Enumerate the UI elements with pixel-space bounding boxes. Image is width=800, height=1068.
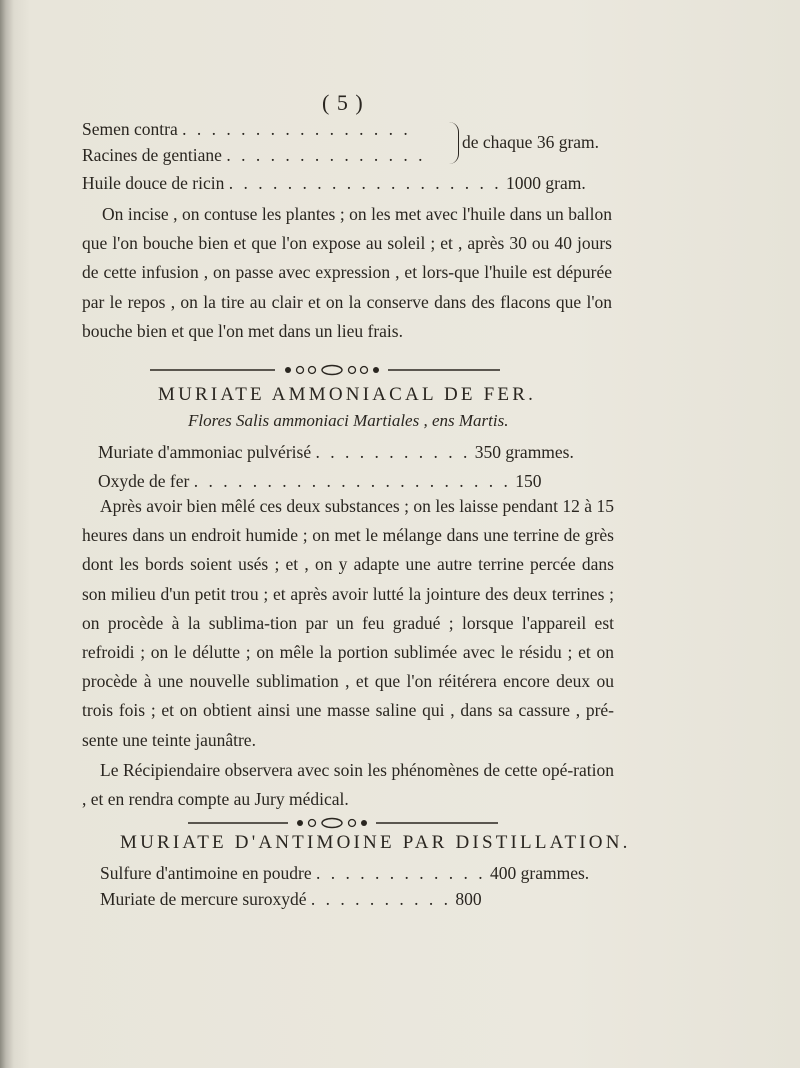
- ingredient-line: [98, 441, 574, 463]
- section-subtitle: Flores Salis ammoniaci Martiales , ens Martis.: [188, 411, 509, 430]
- ingredient-quantity: 350 grammes.: [474, 442, 574, 462]
- leader-dots: . . . . . . . . . . . . . .: [226, 145, 426, 165]
- preparation-text: Après avoir bien mêlé ces deux substances ; on les laisse pendant 12 à 15 heures dans un endroit humide ; on met le mélange dans une terrine de grès dont les bords soient usés ; et , on y adapte une autre terrine percée dans son milieu d'un petit trou ; et après avoir lutté la jointure des deux terrines ; on procède à la sublima-tion par un feu gradué ; lorsque l'appareil est refroidi ; on le délutte ; on mêle la portion sublimée avec le résidu ; et on procède à une nouvelle sublimation , et que l'on réitérera encore deux ou trois fois ; et on obtient ainsi une masse saline qui , dans sa cassure , pré-sente une teinte jaunâtre.: [82, 496, 614, 750]
- ingredient-line: [100, 862, 589, 884]
- ingredient-name: Muriate de mercure suroxydé: [100, 889, 307, 909]
- ingredient-name: Huile douce de ricin: [82, 173, 225, 193]
- jury-note: Le Récipiendaire observera avec soin les phénomènes de cette opé-ration , et en rendra compte au Jury médical.: [82, 760, 614, 810]
- decorative-rule: [150, 364, 500, 376]
- ingredient-name: Sulfure d'antimoine en poudre: [100, 863, 312, 883]
- ingredient-quantity: 1000 gram.: [506, 173, 586, 193]
- page-number: ( 5 ): [322, 90, 364, 115]
- ingredient-quantity: 400 grammes.: [490, 863, 590, 883]
- brace-label: de chaque 36 gram.: [462, 132, 600, 152]
- leader-dots: . . . . . . . . . . . . . . . .: [182, 119, 411, 139]
- section-heading: MURIATE AMMONIACAL DE FER.: [158, 384, 537, 405]
- ingredient-name: Racines de gentiane: [82, 145, 222, 165]
- ingredient-quantity: 150: [515, 471, 542, 491]
- leader-dots: . . . . . . . . . . . . . . . . . . .: [228, 173, 502, 193]
- ingredient-line: [82, 172, 586, 194]
- ingredient-line: [82, 118, 411, 140]
- leader-dots: . . . . . . . . . .: [310, 889, 452, 909]
- leader-dots: . . . . . . . . . . .: [315, 442, 471, 462]
- ingredient-name: Oxyde de fer: [98, 471, 190, 491]
- ingredient-line: [100, 888, 482, 910]
- ingredient-name: Semen contra: [82, 119, 178, 139]
- ingredient-quantity: 800: [455, 889, 482, 909]
- leader-dots: . . . . . . . . . . . .: [316, 863, 486, 883]
- ingredient-line: [98, 470, 541, 492]
- ingredient-name: Muriate d'ammoniac pulvérisé: [98, 442, 312, 462]
- recipe-instructions: On incise , on contuse les plantes ; on les met avec l'huile dans un ballon que l'on bouche bien et que l'on expose au soleil ; et , après 30 ou 40 jours de cette infusion , on passe avec expression , et lors-que l'huile est dépurée par le repos , on la tire au clair et on la conserve dans des flacons que l'on bouche bien et que l'on met dans un lieu frais.: [82, 204, 612, 341]
- brace-symbol: [448, 122, 459, 164]
- ingredient-line: [82, 144, 425, 166]
- leader-dots: . . . . . . . . . . . . . . . . . . . . . .: [193, 471, 511, 491]
- decorative-rule: [188, 817, 498, 829]
- section-heading: MURIATE D'ANTIMOINE PAR DISTILLATION.: [120, 832, 631, 853]
